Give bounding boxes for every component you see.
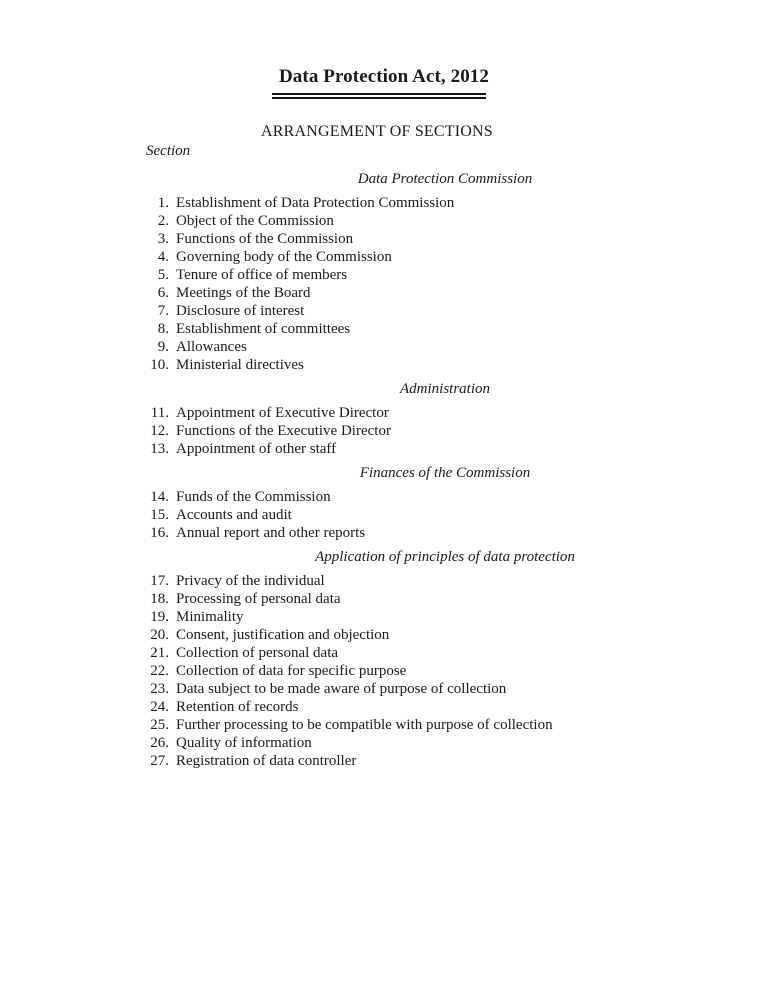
section-title: Functions of the Commission (176, 231, 354, 247)
group-heading: Administration (399, 381, 490, 397)
section-number: 26. (150, 735, 169, 751)
toc-item (130, 524, 650, 542)
toc-item (130, 506, 650, 524)
toc-item (130, 302, 650, 320)
toc-item-list (130, 404, 650, 458)
toc-item (130, 404, 650, 422)
section-title: Registration of data controller (176, 753, 357, 769)
section-title: Ministerial directives (176, 357, 304, 373)
section-number: 1. (157, 195, 169, 211)
section-title: Annual report and other reports (176, 525, 366, 541)
section-title: Object of the Commission (176, 213, 334, 229)
section-number: 18. (150, 591, 169, 607)
section-number: 5. (157, 267, 169, 283)
section-number: 2. (157, 213, 169, 229)
section-number: 3. (157, 231, 169, 247)
section-title: Functions of the Executive Director (176, 423, 391, 439)
section-title: Allowances (176, 339, 247, 355)
toc-item (130, 752, 650, 770)
section-title: Tenure of office of members (176, 267, 348, 283)
title-double-rule (272, 93, 486, 99)
toc-item-list (130, 194, 650, 374)
section-number: 21. (150, 645, 169, 661)
section-number: 24. (150, 699, 169, 715)
toc-item (130, 644, 650, 662)
toc-item (130, 488, 650, 506)
toc-group (130, 380, 650, 458)
group-heading: Data Protection Commission (357, 171, 533, 187)
toc-item-list (130, 572, 650, 770)
section-number: 12. (150, 423, 169, 439)
toc-group (130, 464, 650, 542)
toc-item (130, 284, 650, 302)
toc-item-list (130, 488, 650, 542)
section-number: 9. (157, 339, 169, 355)
toc-item (130, 716, 650, 734)
toc-item (130, 698, 650, 716)
section-number: 25. (150, 717, 169, 733)
toc-item (130, 608, 650, 626)
section-title: Appointment of other staff (176, 441, 337, 457)
section-number: 8. (157, 321, 169, 337)
section-title: Accounts and audit (176, 507, 292, 523)
section-number: 13. (150, 441, 169, 457)
section-title: Further processing to be compatible with purpose of collection (176, 717, 553, 733)
section-title: Data subject to be made aware of purpose of collection (176, 681, 507, 697)
group-heading: Application of principles of data protection (315, 549, 575, 565)
section-title: Minimality (176, 609, 244, 625)
section-title: Retention of records (176, 699, 299, 715)
section-number: 15. (150, 507, 169, 523)
section-number: 19. (150, 609, 169, 625)
section-title: Disclosure of interest (176, 303, 305, 319)
section-number: 27. (150, 753, 169, 769)
section-number: 7. (157, 303, 169, 319)
toc-item (130, 440, 650, 458)
toc-group (130, 170, 650, 374)
section-title: Meetings of the Board (176, 285, 311, 301)
section-title: Establishment of Data Protection Commission (176, 195, 455, 211)
section-number: 16. (150, 525, 169, 541)
section-number: 23. (150, 681, 169, 697)
toc-item (130, 338, 650, 356)
toc-item (130, 590, 650, 608)
section-title: Privacy of the individual (176, 573, 325, 589)
section-title: Appointment of Executive Director (176, 405, 389, 421)
group-heading: Finances of the Commission (359, 465, 531, 481)
section-title: Consent, justification and objection (176, 627, 390, 643)
section-number: 17. (150, 573, 169, 589)
toc-group (130, 548, 650, 770)
arrangement-heading: ARRANGEMENT OF SECTIONS (261, 123, 493, 140)
section-title: Funds of the Commission (176, 489, 331, 505)
toc-item (130, 248, 650, 266)
document-title: Data Protection Act, 2012 (278, 66, 490, 87)
section-title: Governing body of the Commission (176, 249, 392, 265)
section-number: 4. (157, 249, 169, 265)
section-number: 10. (150, 357, 169, 373)
section-title: Establishment of committees (176, 321, 351, 337)
section-title: Processing of personal data (176, 591, 341, 607)
section-number: 20. (150, 627, 169, 643)
toc-item (130, 320, 650, 338)
toc-item (130, 356, 650, 374)
toc-item (130, 734, 650, 752)
toc-item (130, 266, 650, 284)
section-number: 6. (157, 285, 169, 301)
table-of-contents (130, 170, 650, 776)
section-number: 11. (150, 405, 169, 421)
toc-item (130, 212, 650, 230)
toc-item (130, 680, 650, 698)
section-column-label: Section (146, 143, 191, 159)
toc-item (130, 422, 650, 440)
section-number: 14. (150, 489, 169, 505)
toc-item (130, 662, 650, 680)
toc-item (130, 194, 650, 212)
toc-item (130, 626, 650, 644)
section-title: Collection of data for specific purpose (176, 663, 407, 679)
section-number: 22. (150, 663, 169, 679)
section-title: Collection of personal data (176, 645, 339, 661)
toc-item (130, 572, 650, 590)
toc-item (130, 230, 650, 248)
section-title: Quality of information (176, 735, 312, 751)
